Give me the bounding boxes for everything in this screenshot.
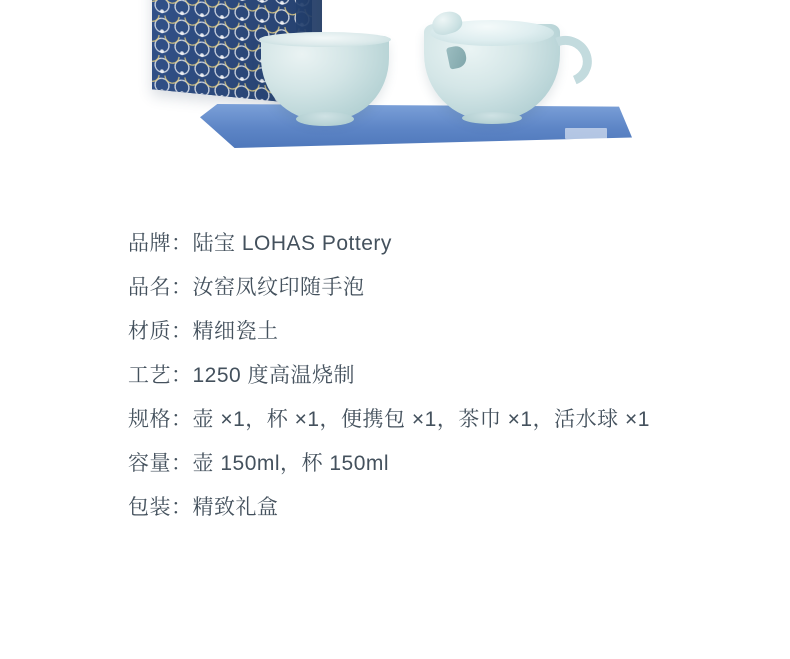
spec-row-material (128, 310, 790, 354)
tea-cup-rim (259, 32, 391, 47)
spec-row-packaging (128, 486, 790, 530)
spec-value-material: 精细瓷土 (192, 320, 279, 343)
tea-cloth-label (565, 128, 607, 139)
spec-label-capacity: 容量： (128, 452, 193, 475)
spec-label-packaging: 包装： (128, 496, 193, 519)
spec-label-brand: 品牌： (128, 232, 193, 255)
spec-row-capacity (128, 442, 790, 486)
spec-row-craft (128, 354, 790, 398)
spec-value-product-name: 汝窑凤纹印随手泡 (192, 276, 365, 299)
spec-list (0, 222, 790, 530)
spec-value-brand: 陆宝 LOHAS Pottery (192, 232, 392, 255)
spec-row-product-name (128, 266, 790, 310)
spec-label-craft: 工艺： (128, 364, 193, 387)
spec-label-material: 材质： (128, 320, 193, 343)
spec-row-contents (128, 398, 790, 442)
tea-cup-foot (296, 112, 354, 126)
spec-value-capacity: 壶 150ml，杯 150ml (192, 452, 390, 475)
spec-value-contents: 壶 ×1，杯 ×1，便携包 ×1，茶巾 ×1，活水球 ×1 (192, 408, 650, 431)
tea-cloth-image (200, 104, 632, 148)
product-photo (0, 0, 790, 200)
spec-label-contents: 规格： (128, 408, 193, 431)
spec-row-brand (128, 222, 790, 266)
spec-value-craft: 1250 度高温烧制 (192, 364, 356, 387)
tea-pot-foot (462, 112, 522, 124)
spec-value-packaging: 精致礼盒 (192, 496, 279, 519)
spec-label-product-name: 品名： (128, 276, 193, 299)
